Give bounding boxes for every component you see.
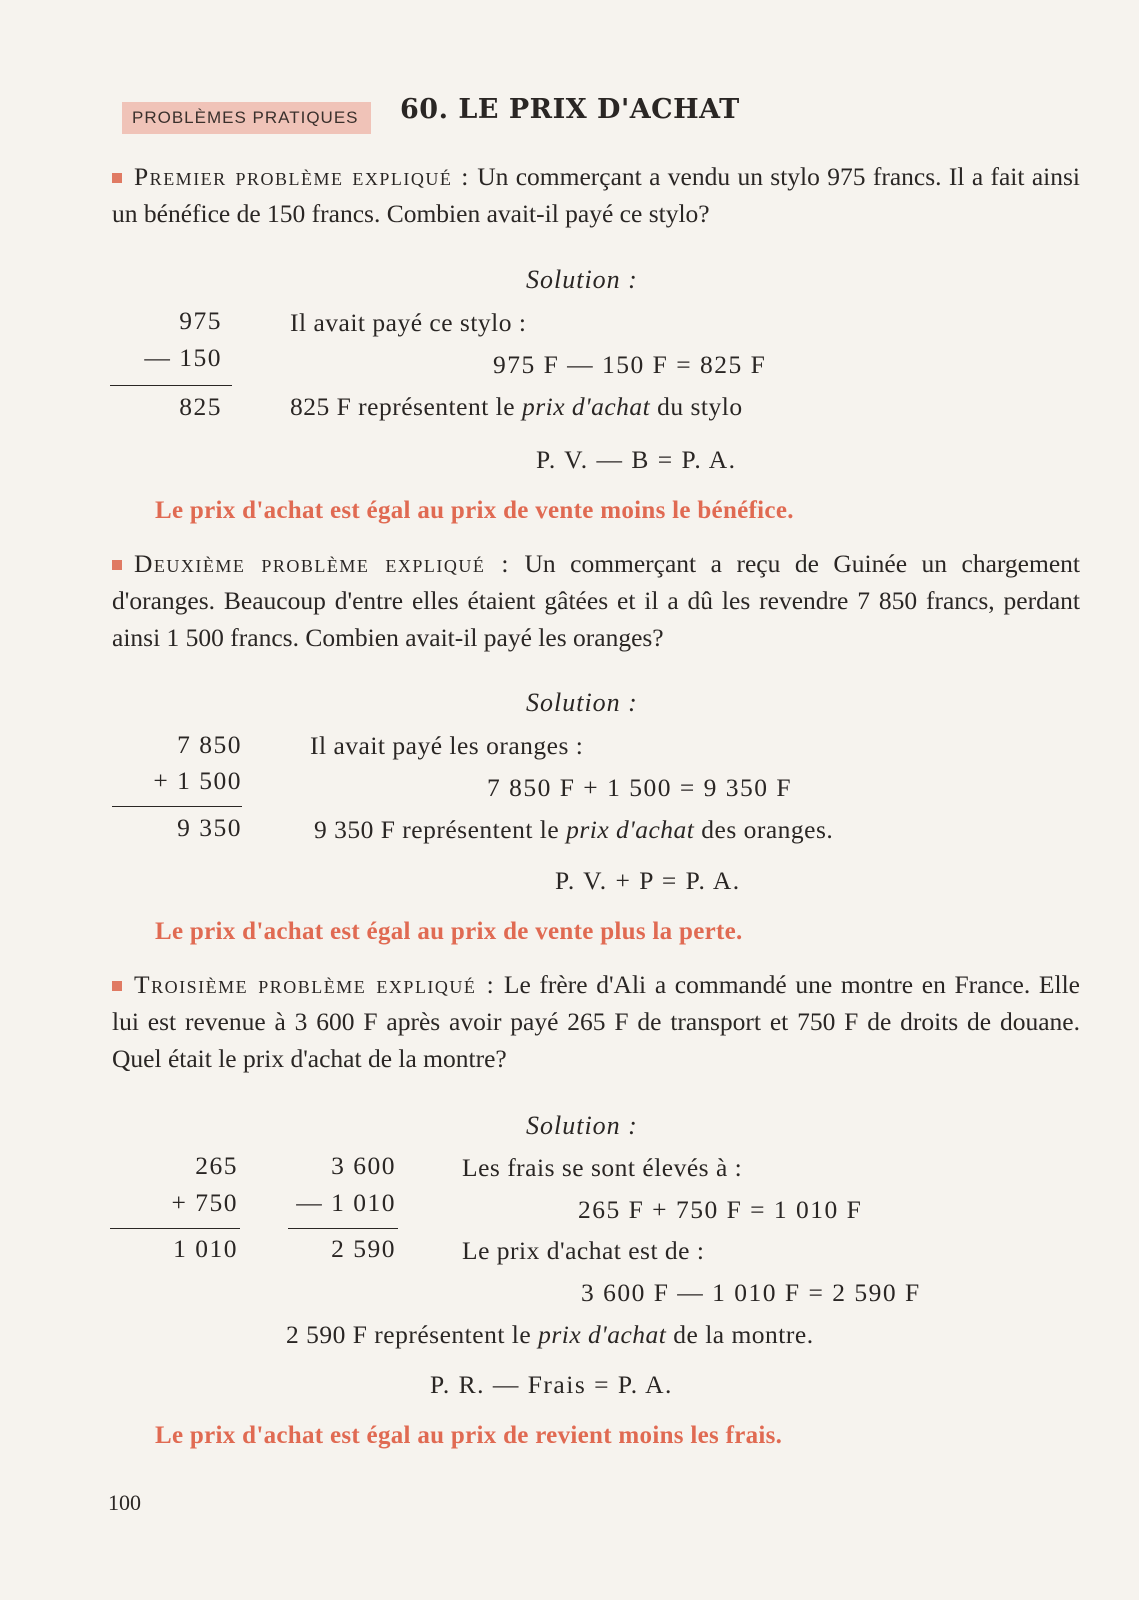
problem-1-solution-label: Solution : [526,265,638,294]
p3-conclusion: 2 590 F représentent le prix d'achat de la montre. [286,1320,814,1349]
problem-3-text: Le frère d'Ali a commandé une montre en France. Elle lui est revenue à 3 600 F après avoir payé 265 F de transport et 750 F de droits de douane. Quel était le prix d'achat de la montre? [112,970,1080,1073]
p3-calc-b-result: 2 590 [331,1234,396,1263]
p2-calc-top: 7 850 [177,730,242,759]
p3-calc-a-top: 265 [195,1151,238,1180]
problem-2-solution-label: Solution : [526,688,638,717]
p1-calc-result: 825 [179,392,222,421]
bullet-square-icon [112,560,122,570]
p1-rule: Le prix d'achat est égal au prix de vente moins le bénéfice. [155,497,794,524]
p3-calc-a-rule-line [110,1228,240,1229]
p3-calc-a-operand: + 750 [171,1188,238,1217]
problem-2-lead: Deuxième problème expliqué : [134,549,510,578]
bullet-square-icon [112,173,122,183]
page-number: 100 [108,1490,141,1515]
p2-conclusion: 9 350 F représentent le prix d'achat des oranges. [314,815,834,844]
p2-rule: Le prix d'achat est égal au prix de vente plus la perte. [155,918,743,945]
p2-calc-result: 9 350 [177,813,242,842]
p3-calc-b-rule-line [288,1228,398,1229]
section-tag: PROBLÈMES PRATIQUES [122,102,371,134]
p1-line-1: Il avait payé ce stylo : [290,308,527,337]
p2-calc-operand: + 1 500 [153,766,242,795]
p3-formula: P. R. — Frais = P. A. [430,1370,673,1399]
p1-conclusion: 825 F représentent le prix d'achat du stylo [290,392,743,421]
problem-1-text: Un commerçant a vendu un stylo 975 francs. Il a fait ainsi un bénéfice de 150 francs. Combien avait-il payé ce stylo? [112,162,1080,228]
bullet-square-icon [112,981,122,991]
p1-equation: 975 F — 150 F = 825 F [493,350,767,379]
problem-3-solution-label: Solution : [526,1111,638,1140]
problem-3-statement [112,966,1080,1077]
p3-equation-2: 3 600 F — 1 010 F = 2 590 F [581,1278,921,1307]
page-header [122,94,1062,140]
p1-calc-rule-line [110,385,232,386]
p3-calc-b-top: 3 600 [331,1151,396,1180]
page-title: 60. LE PRIX D'ACHAT [400,94,740,125]
problem-2-text: Un commerçant a reçu de Guinée un chargement d'oranges. Beaucoup d'entre elles étaient gâtées et il a dû les revendre 7 850 francs, perdant ainsi 1 500 francs. Combien avait-il payé les oranges? [112,549,1080,652]
p3-equation-1: 265 F + 750 F = 1 010 F [578,1195,863,1224]
p3-line-3: Le prix d'achat est de : [462,1236,705,1265]
problem-1-statement [112,158,1080,232]
problem-3-lead: Troisième problème expliqué : [134,970,496,999]
p3-line-1: Les frais se sont élevés à : [462,1153,743,1182]
p3-calc-a-result: 1 010 [173,1234,238,1263]
p2-formula: P. V. + P = P. A. [555,866,741,895]
p2-calc-rule-line [112,806,242,807]
p1-calc-operand: — 150 [144,343,222,372]
p1-calc-top: 975 [179,306,222,335]
p3-rule: Le prix d'achat est égal au prix de revient moins les frais. [155,1422,783,1449]
problem-1-lead: Premier problème expliqué : [134,162,470,191]
p2-equation: 7 850 F + 1 500 = 9 350 F [487,773,793,802]
p2-line-1: Il avait payé les oranges : [310,731,584,760]
problem-2-statement [112,545,1080,656]
p1-formula: P. V. — B = P. A. [536,445,737,474]
p3-calc-b-operand: — 1 010 [296,1188,396,1217]
